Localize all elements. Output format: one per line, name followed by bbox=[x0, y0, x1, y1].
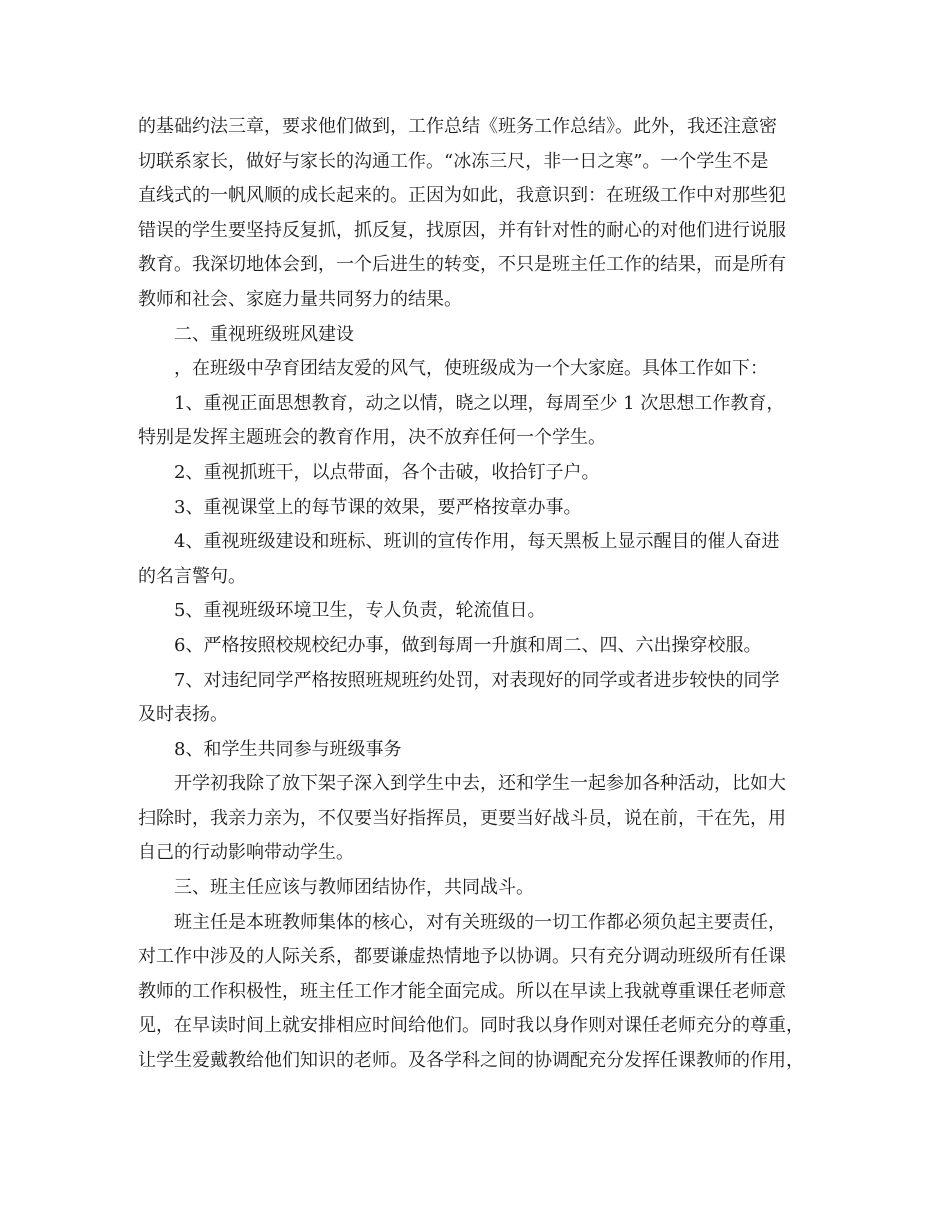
text-line: 特别是发挥主题班会的教育作用，决不放弃任何一个学生。 bbox=[138, 427, 606, 449]
text-line: 2、重视抓班干，以点带面，各个击破，收拾钉子户。 bbox=[174, 461, 600, 483]
text-line: 的基础约法三章，要求他们做到，工作总结《班务工作总结》。此外，我还注意密 bbox=[138, 116, 777, 137]
text-line: 教师的工作积极性，班主任工作才能全面完成。所以在早读上我就尊重课任老师意 bbox=[138, 980, 786, 1002]
text-line: 3、重视课堂上的每节课的效果，要严格按章办事。 bbox=[174, 496, 582, 518]
text-line: ，在班级中孕育团结友爱的风气，使班级成为一个大家庭。具体工作如下： bbox=[174, 358, 768, 380]
text-line: 对工作中涉及的人际关系，都要谦虚热情地予以协调。只有充分调动班级所有任课 bbox=[138, 946, 786, 968]
text-line: 教育。我深切地体会到，一个后进生的转变，不只是班主任工作的结果，而是所有 bbox=[138, 254, 786, 276]
text-line: 5、重视班级环境卫生，专人负责，轮流值日。 bbox=[174, 600, 546, 622]
text-line: 直线式的一帆风顺的成长起来的。正因为如此，我意识到：在班级工作中对那些犯 bbox=[138, 185, 786, 207]
text-line: 切联系家长，做好与家长的沟通工作。“冰冻三尺，非一日之寒”。一个学生不是 bbox=[138, 150, 769, 172]
text-line: 错误的学生要坚持反复抓，抓反复，找原因，并有针对性的耐心的对他们进行说服 bbox=[138, 219, 786, 241]
text-line: 扫除时，我亲力亲为，不仅要当好指挥员，更要当好战斗员，说在前，干在先，用 bbox=[138, 807, 786, 829]
text-line: 开学初我除了放下架子深入到学生中去，还和学生一起参加各种活动，比如大 bbox=[174, 773, 786, 795]
text-line: 班主任是本班教师集体的核心，对有关班级的一切工作都必须负起主要责任， bbox=[174, 911, 786, 933]
text-line: 1、重视正面思想教育，动之以情，晓之以理，每周至少 1 次思想工作教育， bbox=[174, 392, 785, 414]
text-line: 7、对违纪同学严格按照班规班约处罚，对表现好的同学或者进步较快的同学 bbox=[174, 669, 780, 691]
text-line: 及时表扬。 bbox=[138, 704, 228, 726]
document-body bbox=[138, 110, 822, 1079]
text-line: 8、和学生共同参与班级事务 bbox=[174, 738, 402, 760]
text-line: 见，在早读时间上就安排相应时间给他们。同时我以身作则对课任老师充分的尊重， bbox=[138, 1015, 804, 1037]
text-line: 让学生爱戴教给他们知识的老师。及各学科之间的协调配充分发挥任课教师的作用， bbox=[138, 1050, 804, 1072]
text-line: 教师和社会、家庭力量共同努力的结果。 bbox=[138, 288, 462, 310]
text-line: 二、重视班级班风建设 bbox=[174, 323, 354, 345]
text-line: 自己的行动影响带动学生。 bbox=[138, 842, 354, 864]
text-line: 6、严格按照校规校纪办事，做到每周一升旗和周二、四、六出操穿校服。 bbox=[174, 634, 762, 656]
text-line: 4、重视班级建设和班标、班训的宣传作用，每天黑板上显示醒目的催人奋进 bbox=[174, 531, 780, 553]
text-line: 三、班主任应该与教师团结协作，共同战斗。 bbox=[174, 877, 534, 899]
text-line: 的名言警句。 bbox=[138, 565, 246, 587]
